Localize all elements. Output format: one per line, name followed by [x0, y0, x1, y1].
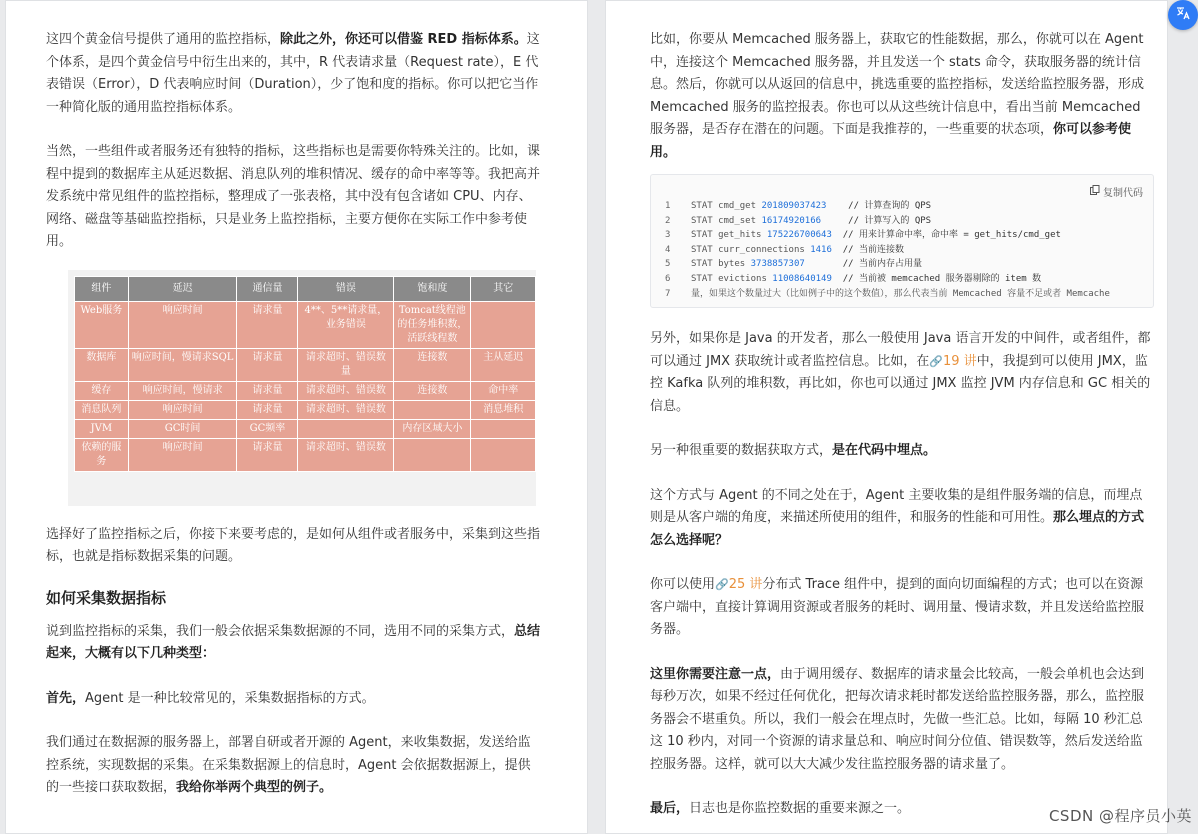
code-comment: // 当前被 memcached 服务器剔除的 item 数	[831, 273, 1042, 284]
link-icon: 🔗	[715, 578, 729, 591]
table-row	[75, 348, 536, 381]
table-cell: Tomcat线程池的任务堆积数，活跃线程数	[394, 301, 471, 348]
line-number: 3	[665, 230, 671, 241]
text: 这个体系，是四个黄金信号中衍生出来的，其中，R 代表请求量（Request rate），E 代表错误（Error），D 代表响应时间（Duration），少了饱和度的指标。你可以把它当作一种简化版的通用监控指标体系。	[46, 32, 540, 115]
link-text: 25 讲	[728, 577, 763, 592]
copy-code-button[interactable]	[1090, 184, 1143, 199]
code-line	[665, 257, 1145, 272]
table-cell: 请求量	[237, 381, 298, 400]
paragraph-memcached	[650, 29, 1155, 164]
bold-text: 你可以参考使用。	[650, 122, 1132, 160]
table-cell: 响应时间，慢请求SQL	[128, 348, 237, 381]
copy-icon	[1090, 185, 1100, 198]
table-cell: 请求量	[237, 400, 298, 419]
text: 另外，如果你是 Java 的开发者，那么一般使用 Java 语言开发的中间件，或者组件，都可以通过 JMX 获取统计或者监控信息。比如，在	[650, 331, 1151, 369]
table-cell: 响应时间	[128, 301, 237, 348]
text: 这四个黄金信号提供了通用的监控指标，	[46, 32, 281, 47]
table-row	[75, 400, 536, 419]
paragraph-agent-detail	[46, 732, 543, 800]
text: 分布式 Trace 组件中，提到的面向切面编程的方式；也可以在资源客户端中，直接计算调用资源或者服务的耗时、调用量、慢请求数，并且发送给监控服务器。	[650, 577, 1145, 637]
text: Agent 是一种比较常见的，采集数据指标的方式。	[85, 690, 375, 706]
code-value: 11008640149	[772, 273, 832, 284]
table-cell: 响应时间	[128, 438, 237, 471]
code-comment: // 计算写入的 QPS	[821, 215, 932, 226]
text: 日志也是你监控数据的重要来源之一。	[689, 801, 911, 816]
paragraph-trace	[650, 574, 1155, 642]
paragraph-collection-types	[46, 621, 543, 666]
lesson-19-link[interactable]	[929, 354, 976, 369]
table-cell: 响应时间，慢请求	[128, 381, 237, 400]
table-row	[75, 301, 536, 348]
code-comment: // 用来计算命中率，命中率 = get_hits/cmd_get	[831, 230, 1061, 241]
line-number: 5	[665, 259, 671, 270]
text: 你可以使用	[650, 577, 716, 592]
code-lines	[665, 199, 1145, 301]
table-cell	[471, 438, 536, 471]
table-header-cell: 延迟	[128, 276, 237, 301]
bold-text: 我给你举两个典型的例子。	[176, 780, 333, 795]
bold-text: 最后，	[650, 801, 690, 816]
text: 我们通过在数据源的服务器上，部署自研或者开源的 Agent，来收集数据，发送给监控系统，实现数据的采集。在采集数据源上的信息时，Agent 会依据数据源上，提供的一些接口获取数据，	[46, 735, 531, 795]
paragraph-red-metrics	[46, 29, 543, 119]
translate-icon	[1175, 5, 1191, 25]
code-line	[665, 228, 1145, 243]
paragraph-component-metrics: 当然，一些组件或者服务还有独特的指标，这些指标也是需要你特殊关注的。比如，课程中提到的数据库主从延迟数据、消息队列的堆积情况、缓存的命中率等等。我把高并发系统中常见组件的监控指标，整理成了一张表格，其中没有包含诸如 CPU、内存、网络、磁盘等基础监控指标，只是业务上监控指标，主要方便你在实际工作中参考使用。	[46, 144, 541, 249]
table-row	[75, 419, 536, 438]
link-text: 19 讲	[942, 353, 977, 369]
code-line	[665, 214, 1145, 229]
paragraph-agent	[46, 688, 543, 711]
paragraph-jmx	[650, 328, 1155, 418]
paragraph-instrumentation-diff	[650, 485, 1155, 553]
table-cell: 连接数	[394, 348, 471, 381]
table-cell: 请求超时、错误数	[298, 381, 394, 400]
table-cell: 缓存	[75, 381, 129, 400]
table-header-cell: 饱和度	[394, 276, 471, 301]
table-cell: 响应时间	[128, 400, 237, 419]
code-command: STAT evictions	[691, 273, 773, 284]
table-cell	[471, 419, 536, 438]
table-cell: 请求超时、错误数	[298, 438, 394, 471]
table-cell: 依赖的服务	[75, 438, 129, 471]
table-cell: 请求量	[237, 301, 298, 348]
table-cell: JVM	[75, 419, 129, 438]
code-comment: // 计算查询的 QPS	[826, 201, 932, 211]
section-heading: 如何采集数据指标	[46, 588, 167, 607]
code-value: 201809037423	[761, 201, 827, 211]
line-number: 2	[665, 215, 671, 226]
table-header-cell: 其它	[471, 276, 536, 301]
code-command: STAT cmd_set	[691, 215, 762, 226]
table-cell: 4**、5**请求量，业务错误	[298, 301, 394, 348]
table-cell: 数据库	[75, 348, 129, 381]
code-value: 175226700643	[766, 230, 832, 241]
code-command: STAT curr_connections	[691, 244, 811, 255]
copy-code-label: 复制代码	[1103, 188, 1143, 199]
table-cell: 消息堆积	[471, 400, 536, 419]
code-comment: // 当前连接数	[831, 244, 904, 255]
table-cell: 命中率	[471, 381, 536, 400]
link-icon: 🔗	[929, 354, 943, 368]
table-row	[75, 438, 536, 471]
table-cell: 请求超时、错误数	[298, 400, 394, 419]
line-number: 1	[665, 201, 671, 211]
watermark: CSDN @程序员小英	[1048, 807, 1192, 825]
table-cell: 主从延迟	[471, 348, 536, 381]
code-line	[665, 243, 1145, 258]
table-cell	[298, 419, 394, 438]
bold-text: 除此之外，你还可以借鉴 RED 指标体系。	[280, 32, 527, 47]
line-number: 6	[665, 273, 671, 284]
code-value: 3738857307	[750, 259, 805, 270]
code-line	[665, 199, 1145, 214]
metrics-table-image	[68, 270, 536, 506]
table-cell	[394, 400, 471, 419]
table-header-cell: 通信量	[237, 276, 298, 301]
table-cell	[394, 438, 471, 471]
table-cell	[471, 301, 536, 348]
text: 另一种很重要的数据获取方式，	[650, 443, 833, 458]
text: 中，我提到可以使用 JMX，监控 Kafka 队列的堆积数，再比如，你也可以通过 JMX 监控 JVM 内存信息和 GC 相关的信息。	[650, 353, 1151, 414]
table-row	[75, 381, 536, 400]
bold-text: 首先，	[46, 690, 86, 706]
code-value: 16174920166	[761, 215, 822, 226]
bold-text: 总结起来，大概有以下几种类型：	[46, 623, 541, 661]
code-command: 量，如果这个数量过大（比如例子中的这个数值），那么代表当前 Memcached 容量不足或者 Memcache	[691, 288, 1110, 299]
code-command: STAT cmd_get	[691, 201, 762, 211]
code-value: 1416	[810, 244, 832, 255]
code-command: STAT bytes	[691, 259, 751, 270]
line-number: 4	[665, 244, 671, 255]
text: 比如，你要从 Memcached 服务器上，获取它的性能数据，那么，你就可以在 Agent 中，连接这个 Memcached 服务器，并且发送一个 stats 命令，获取服务器的统计信息。然后，你就可以从返回的信息中，挑选重要的监控指标，发送给监控服务器，形成 Memcached 服务的监控报表。你也可以从这些统计信息中，看出当前 Memcached 服务器，是否存在潜在的问题。下面是我推荐的，一些重要的状态项，	[650, 32, 1145, 137]
table-cell: GC频率	[237, 419, 298, 438]
bold-text: 是在代码中埋点。	[832, 443, 937, 458]
right-page	[605, 0, 1168, 834]
table-cell: GC时间	[128, 419, 237, 438]
code-comment: // 当前内存占用量	[804, 259, 922, 270]
paragraph-aggregation	[650, 664, 1155, 777]
bold-text: 这里你需要注意一点，	[650, 666, 781, 682]
table-cell: 内存区域大小	[394, 419, 471, 438]
bold-text: 那么埋点的方式怎么选择呢？	[650, 510, 1145, 548]
translate-float-button[interactable]	[1168, 0, 1198, 30]
line-number: 7	[665, 288, 671, 299]
paragraph-collection-intro: 选择好了监控指标之后，你接下来要考虑的，是如何从组件或者服务中，采集到这些指标，也就是指标数据采集的问题。	[46, 526, 541, 564]
table-cell: 连接数	[394, 381, 471, 400]
text: 由于调用缓存、数据库的请求量会比较高，一般会单机也会达到每秒万次，如果不经过任何优化，把每次请求耗时都发送给监控服务器，那么，监控服务器会不堪重负。所以，我们一般会在埋点时，先做一些汇总。比如，每隔 10 秒汇总这 10 秒内，对同一个资源的请求量总和、响应时间分位值、错误数等，然后发送给监控服务器。这样，就可以大大减少发往监控服务器的请求量了。	[650, 666, 1145, 772]
text: 这个方式与 Agent 的不同之处在于，Agent 主要收集的是组件服务端的信息，而埋点则是从客户端的角度，来描述所使用的组件，和服务的性能和可用性。	[650, 487, 1143, 525]
table-cell: 请求量	[237, 348, 298, 381]
table-cell: Web服务	[75, 301, 129, 348]
metrics-table	[74, 276, 536, 472]
code-command: STAT get_hits	[691, 230, 767, 241]
left-page	[5, 0, 588, 834]
table-header-cell: 错误	[298, 276, 394, 301]
table-cell: 请求超时、错误数量	[298, 348, 394, 381]
lesson-25-link[interactable]	[715, 577, 762, 592]
code-line	[665, 272, 1145, 287]
paragraph-instrumentation	[650, 440, 1155, 463]
code-block	[650, 174, 1154, 308]
code-line	[665, 287, 1145, 302]
table-cell: 消息队列	[75, 400, 129, 419]
table-cell: 请求量	[237, 438, 298, 471]
text: 说到监控指标的采集，我们一般会依据采集数据源的不同，选用不同的采集方式，	[46, 623, 515, 639]
table-header-cell: 组件	[75, 276, 129, 301]
